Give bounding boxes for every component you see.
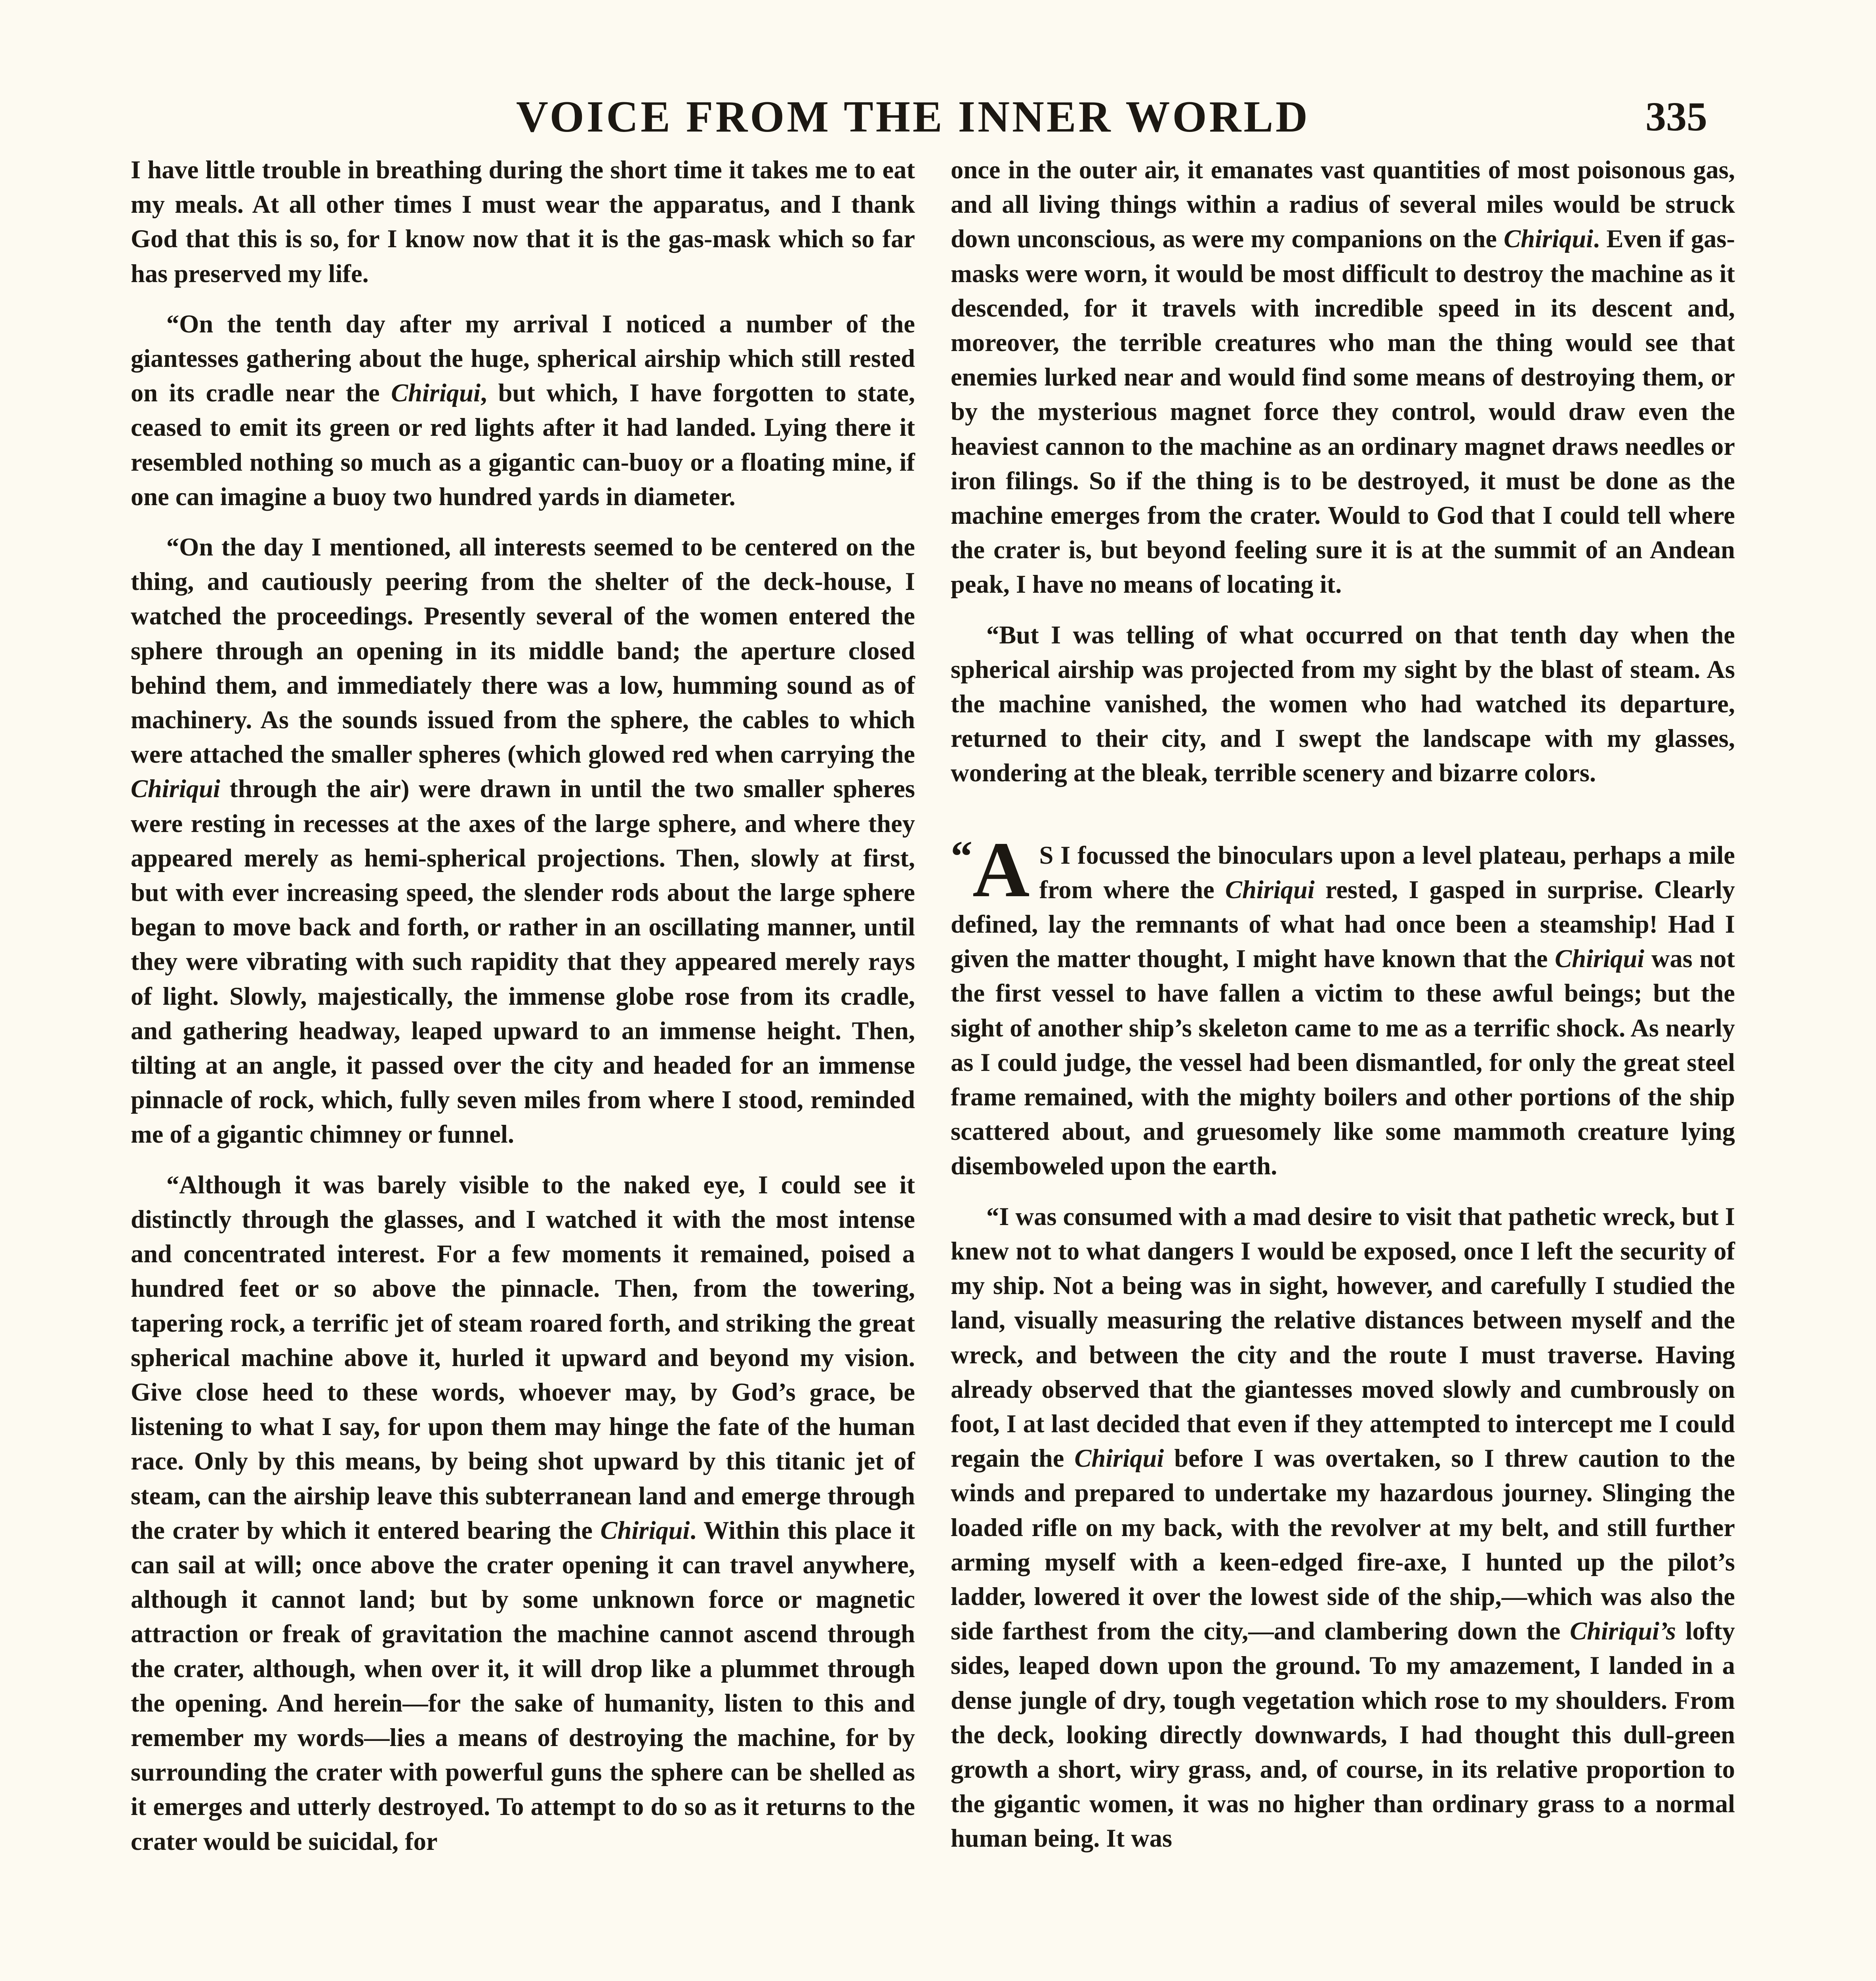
left-column xyxy=(131,153,915,1859)
paragraph: “I was consumed with a mad desire to visit that pathetic wreck, but I knew not to what dangers I would be exposed, once I left the security of my ship. Not a being was in sight, however, and carefully I studied the land, visually measuring the relative distances between myself and the wreck, and between the city and the route I must traverse. Having already observed that the giantesses moved slowly and cumbrously on foot, I at last decided that even if they attempted to intercept me I could regain the Chiriqui before I was overtaken, so I threw caution to the winds and prepared to undertake my hazardous journey. Slinging the loaded rifle on my back, with the revolver at my belt, and still further arming myself with a keen-edged fire-axe, I hunted up the pilot’s ladder, lowered it over the lowest side of the ship,—which was also the side farthest from the city,—and clambering down the Chiriqui’s lofty sides, leaped down upon the ground. To my amazement, I landed in a dense jungle of dry, tough vegetation which rose to my shoulders. From the deck, looking directly downwards, I had thought this dull-green growth a short, wiry grass, and, of course, in its relative proportion to the gigantic women, it was no higher than ordinary grass to a normal human being. It was xyxy=(951,1202,1735,1853)
paragraph: “On the day I mentioned, all interests seemed to be centered on the thing, and cautiously peering from the shelter of the deck-house, I watched the proceedings. Presently several of the women entered the sphere through an opening in its middle band; the aperture closed behind them, and immediately there was a low, humming sound as of machinery. As the sounds issued from the sphere, the cables to which were attached the smaller spheres (which glowed red when carrying the Chiriqui through the air) were drawn in until the two smaller spheres were resting in recesses at the axes of the large sphere, and where they appeared merely as hemi-spherical projections. Then, slowly at first, but with ever increasing speed, the slender rods about the large sphere began to move back and forth, or rather in an oscillating manner, until they were vibrating with such rapidity that they appeared merely rays of light. Slowly, majestically, the immense globe rose from its cradle, and gathering headway, leaped upward to an immense height. Then, tilting at an angle, it passed over the city and headed for an immense pinnacle of rock, which, fully seven miles from where I stood, reminded me of a gigantic chimney or funnel. xyxy=(131,533,915,1149)
paragraph: I have little trouble in breathing during the short time it takes me to eat my meals. At all other times I must wear the apparatus, and I thank God that this is so, for I know now that it is the gas-mask which so far has preserved my life. xyxy=(131,156,915,288)
paragraph: “On the tenth day after my arrival I noticed a number of the giantesses gathering about the huge, spherical airship which still rested on its cradle near the Chiriqui, but which, I have forgotten to state, ceased to emit its green or red lights after it had landed. Lying there it resembled nothing so much as a gigantic can-buoy or a floating mine, if one can imagine a buoy two hundred yards in diameter. xyxy=(131,309,915,511)
right-column xyxy=(951,153,1735,1856)
paragraph: “Although it was barely visible to the naked eye, I could see it distinctly through the glasses, and I watched it with the most intense and concentrated interest. For a few moments it remained, poised a hundred feet or so above the pinnacle. Then, from the towering, tapering rock, a terrific jet of steam roared forth, and striking the great spherical machine above it, hurled it upward and beyond my vision. Give close heed to these words, whoever may, by God’s grace, be listening to what I say, for upon them may hinge the fate of the human race. Only by this means, by being shot upward by this titanic jet of steam, can the airship leave this subterranean land and emerge through the crater by which it entered bearing the Chiriqui. Within this place it can sail at will; once above the crater opening it can travel anywhere, although it cannot land; but by some unknown force or magnetic attraction or freak of gravitation the machine cannot ascend through the crater, although, when over it, it will drop like a plummet through the opening. And herein—for the sake of humanity, listen to this and remember my words—lies a means of destroying the machine, for by surrounding the crater with powerful guns the sphere can be shelled as it emerges and utterly destroyed. To attempt to do so as it returns to the crater would be suicidal, for xyxy=(131,1170,915,1855)
drop-cap: “A xyxy=(951,826,1030,914)
running-title: VOICE FROM THE INNER WORLD xyxy=(516,92,1310,141)
paragraph: once in the outer air, it emanates vast quantities of most poisonous gas, and all living things within a radius of several miles would be struck down unconscious, as were my companions on the Chiriqui. Even if gas-masks were worn, it would be most difficult to destroy the machine as it descended, for it travels with incredible speed in its descent and, moreover, the terrible creatures who man the thing would see that enemies lurked near and would find some means of destroying them, or by the mysterious magnet force they control, would draw even the heaviest cannon to the machine as an ordinary magnet draws needles or iron filings. So if the thing is to be destroyed, it must be done as the machine emerges from the crater. Would to God that I could tell where the crater is, but beyond feeling sure it is at the summit of an Andean peak, I have no means of locating it. xyxy=(951,156,1735,599)
paragraph: “But I was telling of what occurred on that tenth day when the spherical airship was projected from my sight by the blast of steam. As the machine vanished, the women who had watched its departure, returned to their city, and I swept the landscape with my glasses, wondering at the bleak, terrible scenery and bizarre colors. xyxy=(951,620,1735,787)
page-number: 335 xyxy=(1645,94,1707,139)
section-opening-paragraph: “A S I focussed the binoculars upon a level plateau, perhaps a mile from where the Chiriqui rested, I gasped in surprise. Clearly defined, lay the remnants of what had once been a steamship! Had I given the matter thought, I might have known that the Chiriqui was not the first vessel to have fallen a victim to these awful beings; but the sight of another ship’s skeleton came to me as a terrific shock. As nearly as I could judge, the vessel had been dismantled, for only the great steel frame remained, with the mighty boilers and other portions of the ship scattered about, and gruesomely like some mammoth creature lying disemboweled upon the earth. xyxy=(951,826,1735,1180)
page-header xyxy=(119,87,1707,155)
